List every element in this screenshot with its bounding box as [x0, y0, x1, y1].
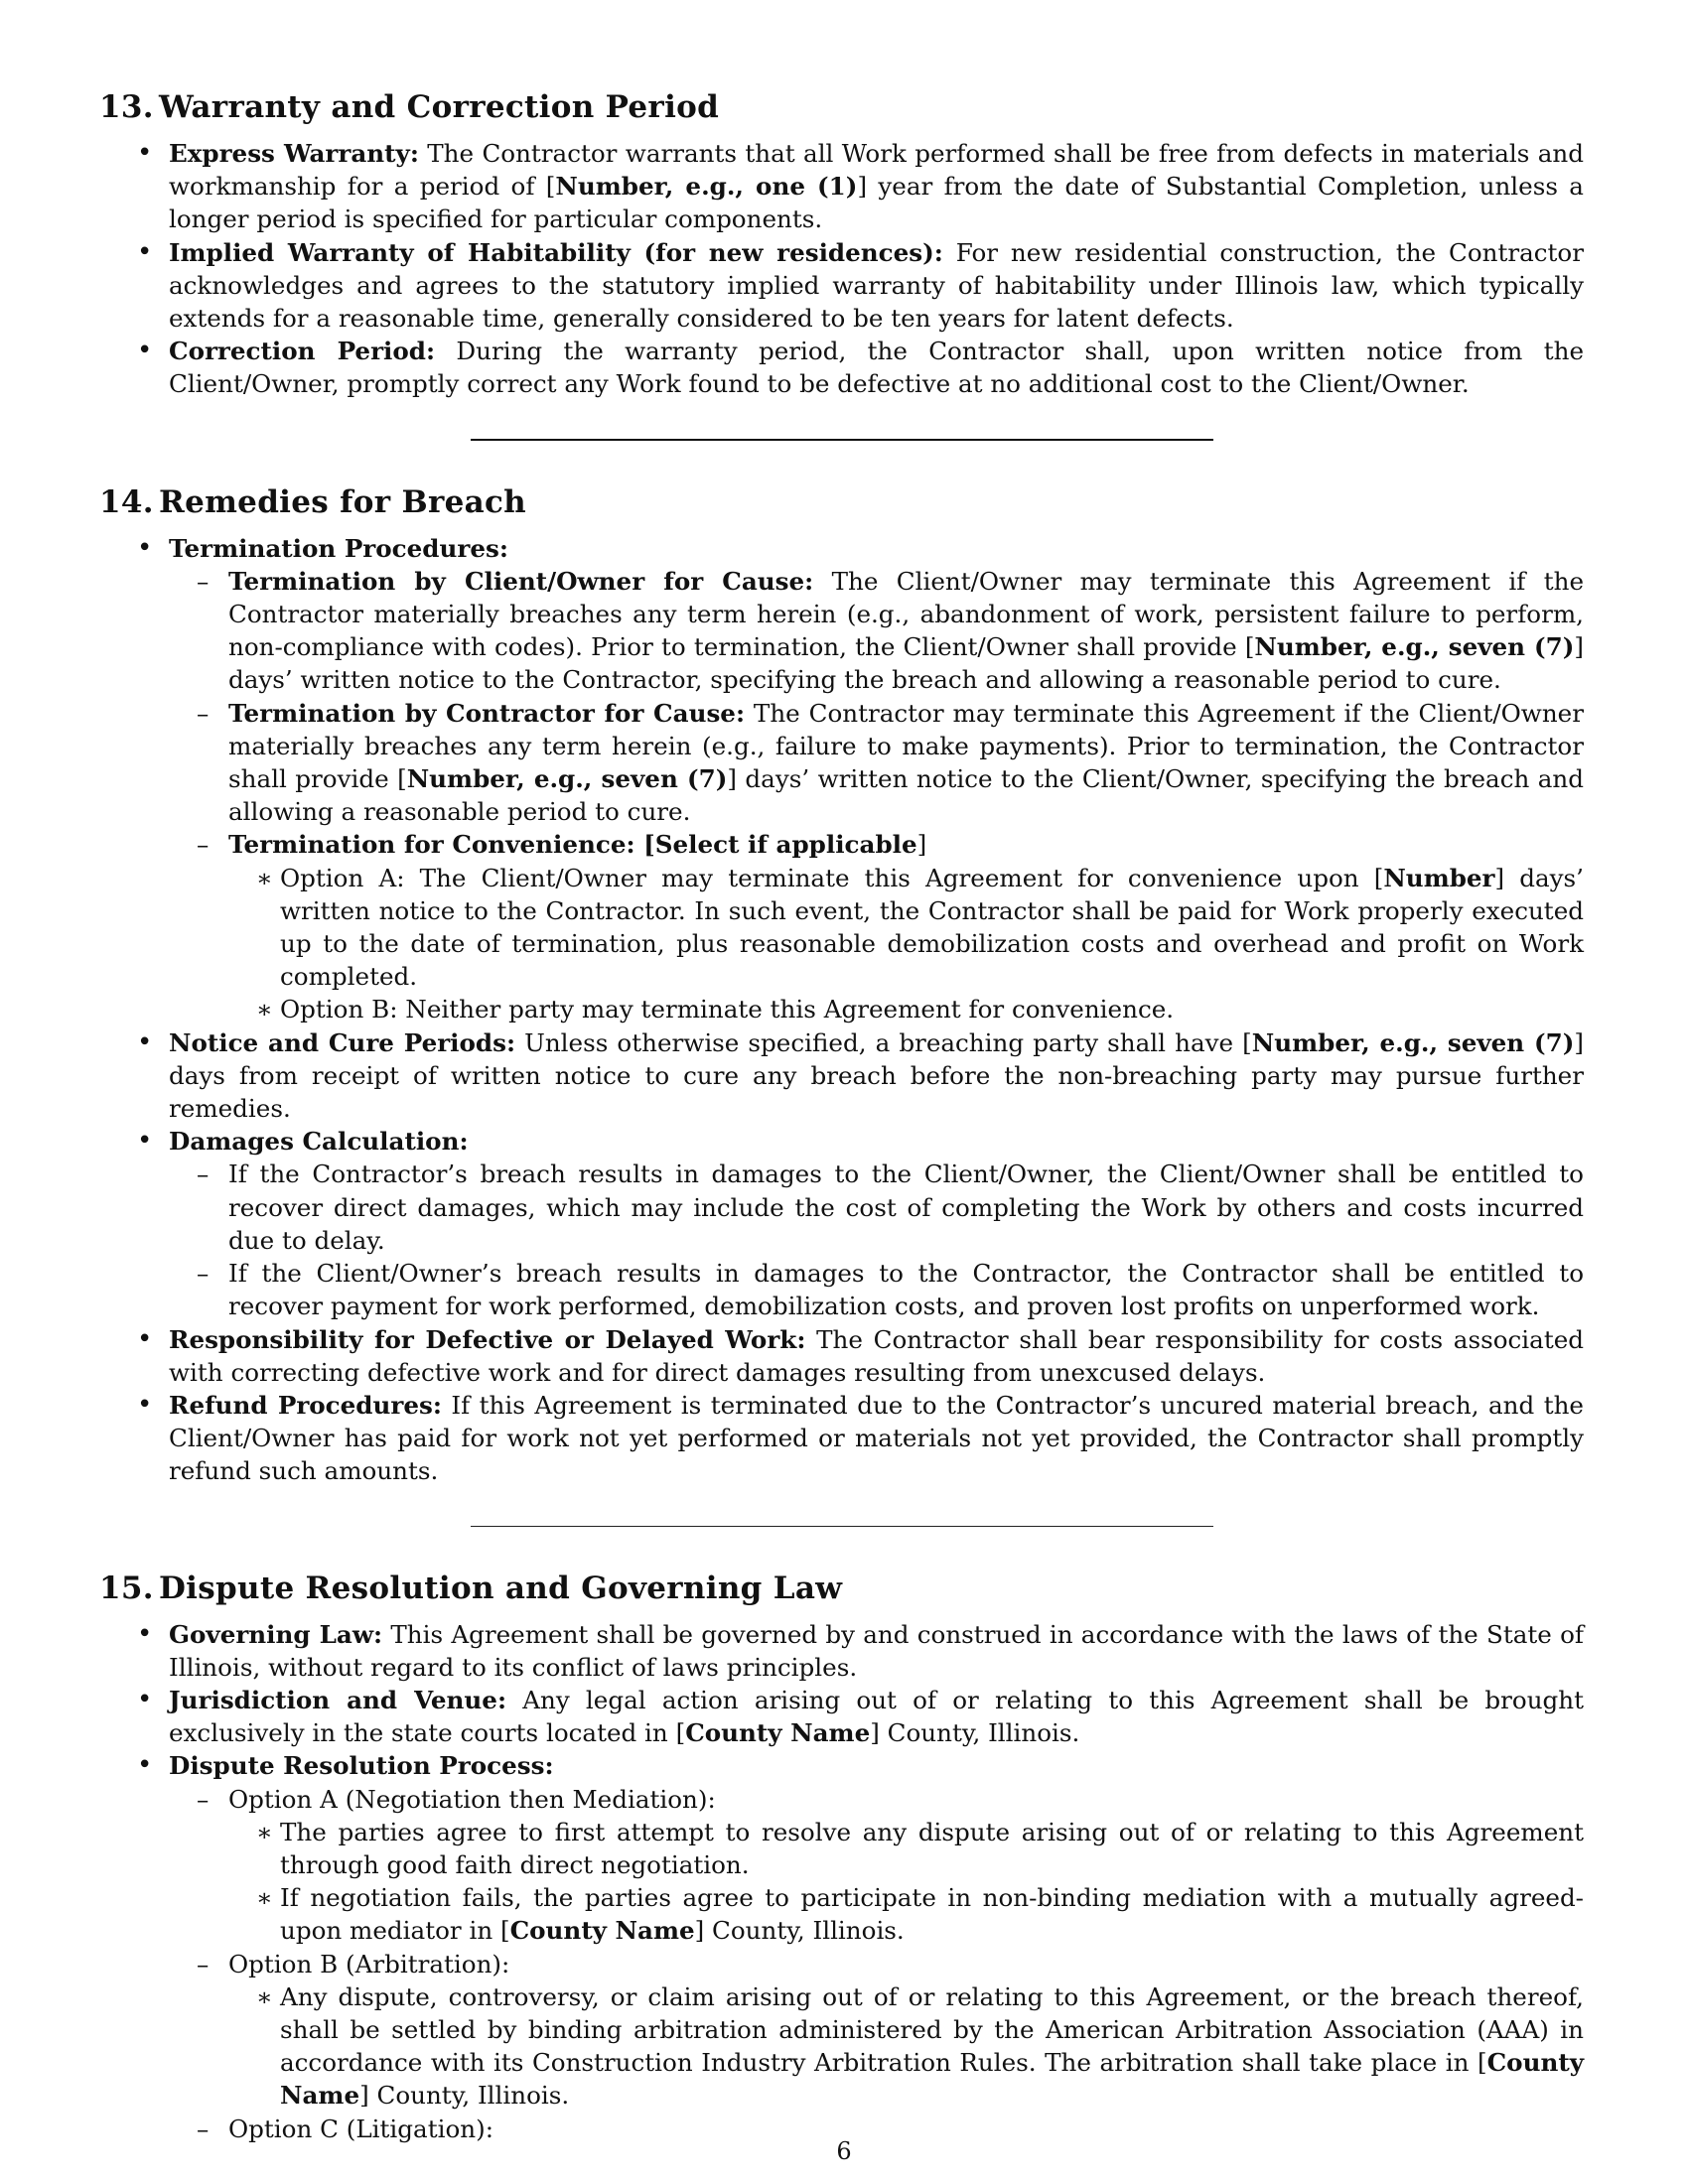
item-text: ] County, Illinois.: [694, 1916, 905, 1946]
section-number: 13.: [99, 89, 154, 125]
document-page: [99, 87, 1584, 2145]
item-text: This Agreement shall be governed by and construed in accordance with the laws of the State of Illinois, without regard to its conflict of laws principles.: [169, 1619, 1584, 1682]
item-label: Termination Procedures:: [169, 533, 508, 563]
section-number: 15.: [99, 1570, 154, 1606]
item-label: Correction Period:: [169, 337, 436, 366]
item-label: Governing Law:: [169, 1619, 383, 1649]
item-text: ] days’ written notice to the Contractor. In such event, the Contractor shall be paid for Work properly executed up to the date of termination, plus reasonable demobilization costs and overhead and profit on Work completed.: [280, 863, 1584, 992]
item-text: ] year from the date of Substantial Completion, unless a longer period is specified for particular components.: [169, 172, 1584, 234]
section-15-heading: [99, 1569, 1584, 1608]
dispute-option-b: [169, 1948, 1584, 2113]
notice-cure-item: [99, 1026, 1584, 1126]
dispute-process-item: [99, 1749, 1584, 2144]
damages-sublist: [169, 1158, 1584, 1322]
item-label: Refund Procedures:: [169, 1390, 442, 1420]
placeholder: Number, e.g., seven (7): [1254, 632, 1575, 662]
convenience-options: [228, 862, 1584, 1026]
item-text: If this Agreement is terminated due to the Contractor’s uncured material breach, and the Client/Owner has paid for work not yet performed or materials not yet provided, the Contractor shall promptly refund such amounts.: [169, 1390, 1584, 1486]
item-text: ] County, Illinois.: [359, 2081, 570, 2111]
damages-contractor-breach: [169, 1158, 1584, 1257]
termination-by-contractor-item: [169, 697, 1584, 829]
item-label: Responsibility for Defective or Delayed Work:: [169, 1324, 806, 1354]
item-label: Notice and Cure Periods:: [169, 1027, 516, 1057]
mediation-item: [228, 1881, 1584, 1947]
section-divider: [471, 1526, 1213, 1527]
termination-by-owner-item: [169, 565, 1584, 697]
item-text: If negotiation fails, the parties agree to participate in non-binding mediation with a mutually agreed-upon mediator in [: [280, 1883, 1584, 1946]
placeholder: Number, e.g., seven (7): [1251, 1027, 1575, 1057]
refund-procedures-item: [99, 1389, 1584, 1488]
implied-warranty-item: [99, 236, 1584, 336]
option-label: Option A (Negotiation then Mediation):: [228, 1784, 716, 1814]
page-number: 6: [836, 2137, 852, 2165]
item-text: Any legal action arising out of or relating to this Agreement shall be brought exclusively in the state courts located in [: [169, 1685, 1584, 1748]
section-title: Warranty and Correction Period: [159, 89, 720, 125]
item-text: For new residential construction, the Contractor acknowledges and agrees to the statutory implied warranty of habitability under Illinois law, which typically extends for a reasonable time, generally considered to be ten years for latent defects.: [169, 237, 1584, 334]
item-text: The Contractor may terminate this Agreement if the Client/Owner materially breaches any term herein (e.g., failure to make payments). Prior to termination, the Contractor shall provide [: [228, 698, 1584, 794]
placeholder: County Name: [509, 1916, 695, 1946]
termination-procedures-item: [99, 532, 1584, 1026]
item-label: Express Warranty:: [169, 139, 419, 168]
item-text: Any dispute, controversy, or claim arising out of or relating to this Agreement, or the breach thereof, shall be settled by binding arbitration administered by the American Arbitration Association (AAA) in accordance with its Construction Industry Arbitration Rules. The arbitration shall take place in [: [280, 1981, 1584, 2078]
placeholder: Number: [1383, 863, 1495, 892]
option-label: Option B (Arbitration):: [228, 1949, 510, 1979]
option-label: Option C (Litigation):: [228, 2114, 493, 2143]
arbitration-item: [228, 1980, 1584, 2113]
item-text: If the Client/Owner’s breach results in damages to the Contractor, the Contractor shall be entitled to recover payment for work performed, demobilization costs, and proven lost profits on unperformed work.: [228, 1259, 1584, 1321]
item-text: During the warranty period, the Contractor shall, upon written notice from the Client/Owner, promptly correct any Work found to be defective at no additional cost to the Client/Owner.: [169, 337, 1584, 399]
item-label: Implied Warranty of Habitability (for new residences):: [169, 237, 943, 267]
item-text: ] days’ written notice to the Contractor, specifying the breach and allowing a reasonable period to cure.: [228, 632, 1584, 695]
section-13-list: [99, 137, 1584, 401]
item-text: The Client/Owner may terminate this Agreement if the Contractor materially breaches any term herein (e.g., abandonment of work, persistent failure to perform, non-compliance with codes). Prior to termination, the Client/Owner shall provide [: [228, 566, 1585, 662]
correction-period-item: [99, 335, 1584, 400]
dispute-option-a: [169, 1783, 1584, 1948]
termination-sublist: [169, 565, 1584, 1026]
item-text: Option B: Neither party may terminate this Agreement for convenience.: [280, 995, 1175, 1024]
item-text: Option A: The Client/Owner may terminate this Agreement for convenience upon [: [280, 863, 1384, 892]
placeholder: Number, e.g., seven (7): [406, 764, 728, 794]
responsibility-item: [99, 1323, 1584, 1389]
item-text: The parties agree to first attempt to resolve any dispute arising out of or relating to this Agreement through good faith direct negotiation.: [280, 1817, 1584, 1879]
termination-for-convenience-item: [169, 828, 1584, 1025]
negotiation-item: [228, 1816, 1584, 1881]
governing-law-item: [99, 1618, 1584, 1684]
express-warranty-item: [99, 137, 1584, 236]
item-text: ] days’ written notice to the Client/Owner, specifying the breach and allowing a reasonable period to cure.: [228, 764, 1585, 827]
item-text: ] days from receipt of written notice to cure any breach before the non-breaching party may pursue further remedies.: [169, 1027, 1584, 1124]
option-a-sublist: [228, 1816, 1584, 1948]
item-text: Unless otherwise specified, a breaching party shall have [: [515, 1027, 1252, 1057]
section-title: Remedies for Breach: [159, 483, 527, 520]
item-label: Termination by Client/Owner for Cause:: [228, 566, 814, 596]
section-number: 14.: [99, 483, 154, 520]
section-13-heading: [99, 87, 1584, 127]
placeholder: County Name: [685, 1718, 871, 1748]
section-title: Dispute Resolution and Governing Law: [159, 1570, 843, 1606]
jurisdiction-venue-item: [99, 1684, 1584, 1749]
section-14-list: [99, 532, 1584, 1488]
section-15-list: [99, 1618, 1584, 2145]
section-divider: [471, 439, 1213, 441]
item-text: If the Contractor’s breach results in damages to the Client/Owner, the Client/Owner shall be entitled to recover direct damages, which may include the cost of completing the Work by others and costs incurred due to delay.: [228, 1160, 1584, 1255]
item-label: Termination by Contractor for Cause:: [228, 698, 746, 728]
damages-owner-breach: [169, 1257, 1584, 1322]
convenience-option-b: [228, 993, 1584, 1025]
placeholder: County Name: [280, 2048, 1584, 2111]
item-label: Jurisdiction and Venue:: [169, 1685, 507, 1714]
bracket-close: ]: [916, 830, 927, 860]
item-label: Dispute Resolution Process:: [169, 1751, 554, 1781]
option-b-sublist: [228, 1980, 1584, 2113]
placeholder: Number, e.g., one (1): [555, 172, 858, 202]
item-text: The Contractor warrants that all Work performed shall be free from defects in materials and workmanship for a period of [: [169, 139, 1585, 202]
damages-calculation-item: [99, 1125, 1584, 1322]
item-text: ] County, Illinois.: [870, 1718, 1080, 1748]
convenience-option-a: [228, 862, 1584, 994]
item-label: Termination for Convenience: [Select if applicable: [228, 830, 917, 860]
item-text: The Contractor shall bear responsibility for costs associated with correcting defective work and for direct damages resulting from unexcused delays.: [169, 1324, 1585, 1387]
item-label: Damages Calculation:: [169, 1127, 469, 1157]
dispute-options: [169, 1783, 1584, 2145]
section-14-heading: [99, 482, 1584, 522]
